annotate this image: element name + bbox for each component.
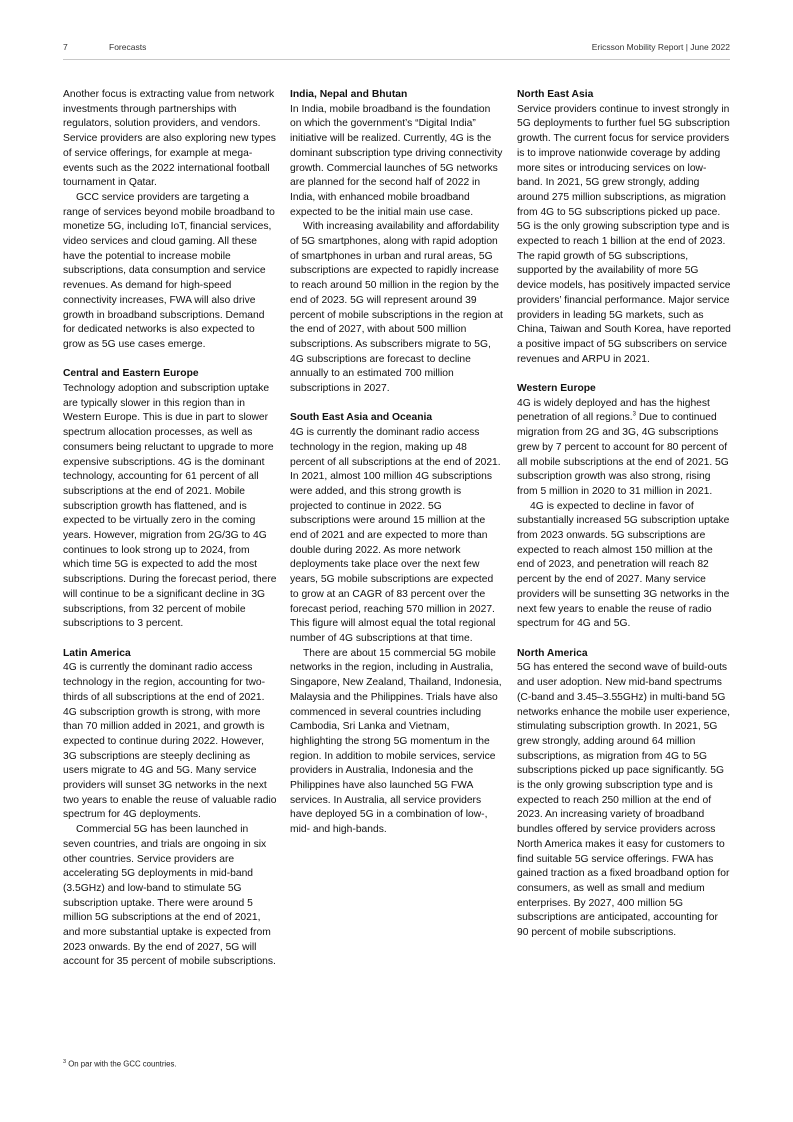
paragraph: In India, mobile broadband is the foundation on which the government’s “Digital India” initiative will be realized. Currently, 4G is the dominant subscription type driving connectivity growth. Commercial launches of 5G networks are planned for the second half of 2022 in India, with enhanced mobile broadband expected to be the initial main use case. (290, 103, 503, 218)
column-3 (517, 88, 731, 941)
footnote-text: On par with the GCC countries. (66, 1059, 177, 1069)
report-title: Ericsson Mobility Report | June 2022 (591, 42, 730, 52)
paragraph-text: Due to continued migration from 2G and 3G, 4G subscriptions grew by 7 percent to account for 80 percent of all mobile subscriptions at the end of 2021. 5G subscription growth was also strong, rising from 5 million in 2020 to 31 million in 2021. (517, 412, 729, 497)
paragraph: 4G is currently the dominant radio access technology in the region, accounting for two-thirds of all subscriptions at the end of 2021. 4G subscription growth is strong, with more than 70 million added in 2021, and growth is expected to continue during 2022. However, 3G subscriptions are steeply declining as users migrate to 4G and 5G. Many service providers will sunset 3G networks in the next two years to enable the reuse of valuable radio spectrum for 4G deployments. (63, 662, 277, 821)
paragraph: With increasing availability and affordability of 5G smartphones, along with rapid adoption of smartphones in urban and rural areas, 5G subscriptions are expected to rapidly increase to reach around 50 million in the region by the end of 2023. 5G will represent around 39 percent of mobile subscriptions in the region at the end of 2027, with about 500 million subscriptions. As subscribers migrate to 5G, 4G subscriptions are forecast to decline annually to an estimated 700 million subscriptions in 2027. (290, 221, 503, 395)
page-header (63, 42, 730, 56)
paragraph: There are about 15 commercial 5G mobile networks in the region, including in Australia, Singapore, New Zealand, Thailand, Indonesia, Malaysia and the Philippines. Trials have also commenced in several countries including Cambodia, Sri Lanka and Vietnam, highlighting the strong 5G momentum in the region. In addition to mobile services, service providers in Australia, Indonesia and the Philippines have also launched 5G FWA services. In Australia, all service providers have deployed 5G in a combination of low-, mid- and high-bands. (290, 647, 502, 836)
footnote-ref[interactable]: 3 (632, 412, 636, 419)
section-heading: South East Asia and Oceania (290, 412, 433, 424)
paragraph: 5G has entered the second wave of build-outs and user adoption. New mid-band spectrums (C-band and 3.45–3.55GHz) in multi-band 5G networks enhance the mobile user experience, stimulating subscription growth. In 2021, 5G grew strongly, adding around 64 million subscriptions, as migration from 4G to 5G subscriptions picked up pace significantly. 5G is the only growing subscription type and is expected to reach 250 million at the end of 2023. An increasing variety of broadband bundles offered by service providers across North America makes it easy for customers to find suitable 5G service offerings. FWA has gained traction as a fixed broadband option for consumers, as well as small and medium enterprises. By 2027, 400 million 5G subscriptions are anticipated, accounting for 90 percent of mobile subscriptions. (517, 662, 730, 939)
section-heading: Western Europe (517, 383, 596, 395)
paragraph: 4G is expected to decline in favor of substantially increased 5G subscription uptake from 2023 onwards. 5G subscriptions are expected to reach almost 150 million at the end of 2023, and penetration will reach 82 percent by the end of 2027. Many service providers will be sunsetting 3G networks in the next few years to enable the reuse of radio spectrum for 4G and 5G. (517, 500, 730, 630)
section-heading: North East Asia (517, 89, 594, 100)
column-2 (290, 88, 504, 838)
paragraph: 4G is currently the dominant radio access technology in the region, making up 48 percent of all subscriptions at the end of 2021. In 2021, almost 100 million 4G subscriptions were added, and this strong growth is projected to continue in 2022. 5G subscriptions were around 15 million at the end of 2021 and are expected to more than double during 2022. As more network deployments take place over the next few years, 5G mobile subscriptions are expected to grow at an CAGR of 83 percent over the forecast period, reaching 570 million in 2027. This figure will almost equal the total regional number of 4G subscriptions at that time. (290, 427, 501, 644)
paragraph: Another focus is extracting value from network investments through partnerships with regulators, solution providers, and vendors. Service providers are also exploring new types of service offerings, for example at mega-events such as the 2022 international football tournament in Qatar. (63, 89, 276, 189)
paragraph: Technology adoption and subscription uptake are typically slower in this region than in Western Europe. This is due in part to slower spectrum allocation processes, as well as consumers being reluctant to upgrade to more expensive subscriptions. 4G is the dominant technology, accounting for 61 percent of all subscriptions at the end of 2021. Mobile subscription growth has flattened, and is expected to be virtually zero in the coming years. However, migration from 2G/3G to 4G continues to look strong up to 2024, from which time 5G is expected to add the most subscriptions. During the forecast period, there will continue to be a significant decline in 3G subscriptions, from 32 percent of mobile subscriptions to 3 percent. (63, 383, 277, 630)
paragraph: Service providers continue to invest strongly in 5G deployments to further fuel 5G subscription growth. The current focus for service providers is to improve nationwide coverage by adding more sites or introducing services on low-band. In 2021, 5G grew strongly, adding around 275 million subscriptions, as migration from 4G to 5G subscriptions picked up pace. 5G is the only growing subscription type and is expected to reach 1 billion at the end of 2023. The rapid growth of 5G subscriptions, supported by the availability of more 5G device models, has positively impacted service providers’ financial performance. Major service providers in leading 5G markets, such as China, Taiwan and South Korea, have reported a positive impact of 5G subscribers on service revenues and ARPU in 2021. (517, 103, 731, 365)
footnote-number: 3 (63, 1059, 67, 1065)
column-1 (63, 88, 277, 970)
section-heading: India, Nepal and Bhutan (290, 89, 408, 100)
paragraph (517, 397, 731, 500)
paragraph: GCC service providers are targeting a range of services beyond mobile broadband to monetize 5G, including IoT, financial services, video services and cloud gaming. All these have the potential to increase mobile subscriptions, data consumption and service revenues. As demand for high-speed connectivity increases, FWA will also drive growth in broadband subscriptions. Demand for dedicated networks is also expected to grow as 5G use cases emerge. (63, 191, 275, 350)
section-heading: Central and Eastern Europe (63, 368, 199, 380)
footnote (63, 1059, 177, 1069)
section-heading: North America (517, 647, 588, 659)
page-number: 7 (63, 42, 68, 52)
section-heading: Latin America (63, 647, 131, 659)
header-divider (63, 59, 730, 60)
paragraph: Commercial 5G has been launched in seven countries, and trials are ongoing in six other countries. Service providers are accelerating 5G deployments in mid-band (3.5GHz) and low-band to stimulate 5G subscription uptake. There were around 5 million 5G subscriptions at the end of 2021, and more substantial uptake is expected from 2023 onwards. By the end of 2027, 5G will account for 35 percent of mobile subscriptions. (63, 824, 276, 968)
section-title: Forecasts (109, 42, 147, 52)
paragraph-text: 4G is widely deployed and has the highest penetration of all regions. (517, 397, 710, 424)
